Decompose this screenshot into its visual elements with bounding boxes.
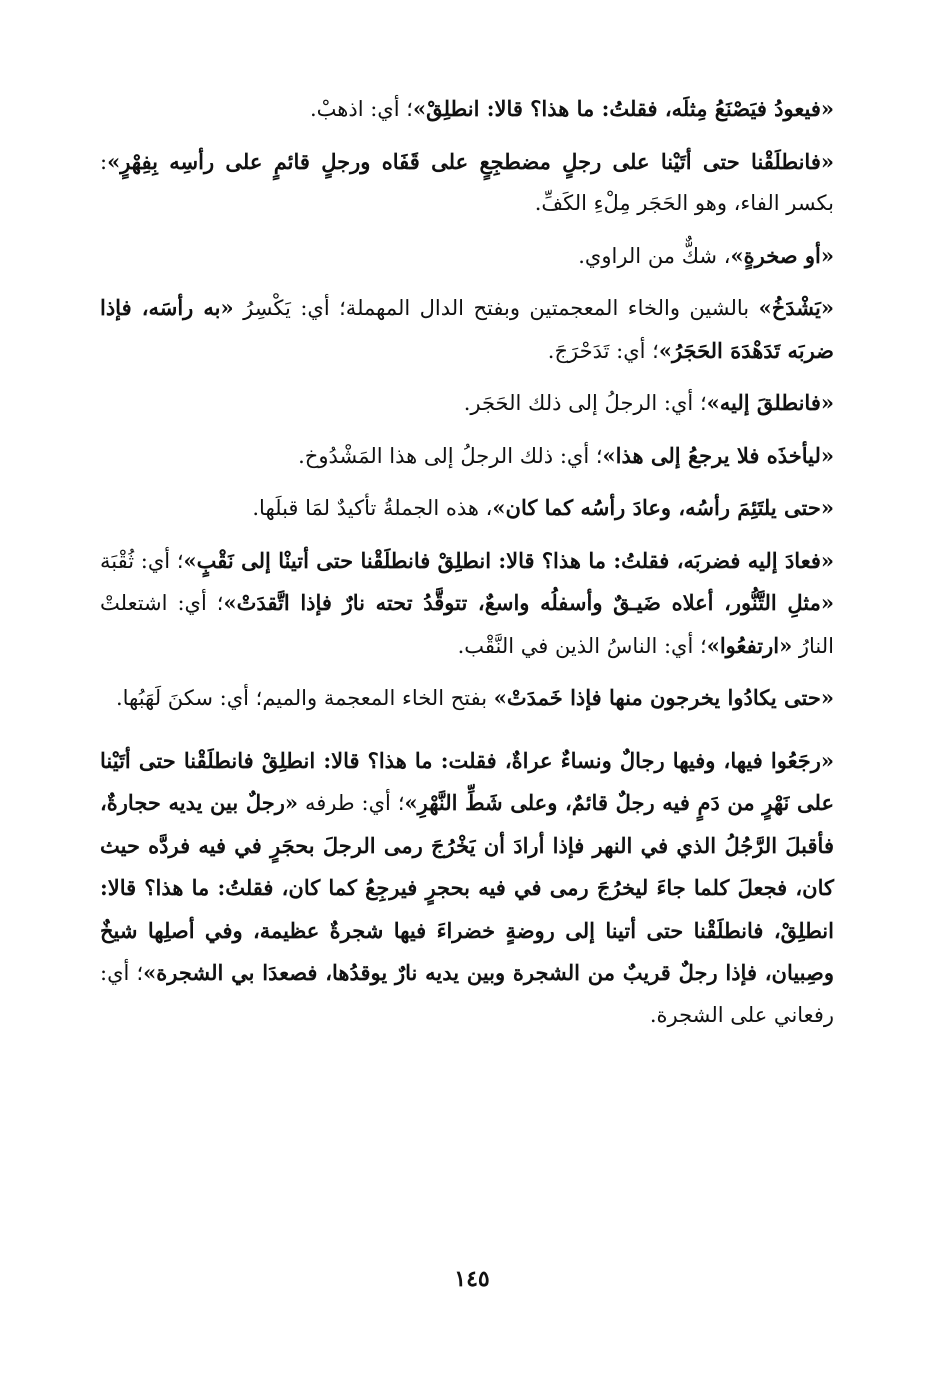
hadith-text: «فعادَ إليه فضربَه، فقلتُ: ما هذا؟ قالا: انطلِقْ فانطلَقْنا حتى أتينْا إلى نَقْبٍ» xyxy=(183,547,834,573)
commentary-text: ؛ أي: ذلك الرجلُ إلى هذا المَشْدُوخ. xyxy=(298,443,603,468)
hadith-text: «رجلٌ بين يديه حجارةٌ، فأقبلَ الرَّجُلُ الذي في النهر فإذا أرادَ أن يَخْرُجَ رمى الرجلَ بحجَرٍ في فيه فردَّه حيث كان، فجعلَ كلما جاءَ ليخرُجَ رمى في فيه بحجرٍ فيرجِعُ كما كان، فقلتُ: ما هذا؟ قالا: انطلِقْ، فانطلَقْنا حتى أتينا إلى روضةٍ خضراءَ فيها شجرةٌ عظيمة، وفي أصلِها شيخٌ وصِبيان، فإذا رجلٌ قريبٌ من الشجرة وبين يديه نارٌ يوقدُها، فصعدَا بي الشجرة» xyxy=(100,790,834,985)
paragraph-10 xyxy=(100,740,834,1037)
hadith-text: «حتى يلتَئِمَ رأسُه، وعادَ رأسُه كما كان» xyxy=(492,495,834,520)
commentary-text: ، هذه الجملةُ تأكيدٌ لمَا قبلَها. xyxy=(252,496,493,520)
paragraph-2 xyxy=(100,141,834,225)
commentary-text: ؛ أي: اذهبْ. xyxy=(310,97,413,121)
commentary-text: : بكسر الفاء، وهو الحَجَر مِلْءِ الكَفِّ. xyxy=(100,149,834,215)
commentary-text: ؛ أي: اشتعلتْ النارُ xyxy=(100,591,834,658)
page-body xyxy=(100,88,834,1050)
paragraph-4 xyxy=(100,287,834,372)
hadith-text: «ارتفعُوا» xyxy=(706,632,793,658)
commentary-text: ، شكٌّ من الراوي. xyxy=(578,243,731,268)
paragraph-9 xyxy=(100,677,834,720)
hadith-text: «به رأسَه، فإذا ضربَه تَدَهْدَهَ الحَجَرُ» xyxy=(100,295,834,363)
page-number: ١٤٥ xyxy=(454,1266,490,1292)
commentary-text: ؛ أي: الرجلُ إلى ذلك الحَجَر. xyxy=(463,391,707,415)
paragraph-1 xyxy=(100,88,834,131)
paragraph-3 xyxy=(100,235,834,278)
hadith-text: «ليأخذَه فلا يرجعُ إلى هذا» xyxy=(602,442,834,468)
commentary-text: ؛ أي: رفعاني على الشجرة. xyxy=(100,961,834,1027)
commentary-text: بفتح الخاء المعجمة والميم؛ أي: سكنَ لَهَبُها. xyxy=(115,686,494,710)
hadith-text: «فيعودُ فيَصْنَعُ مِثلَه، فقلتُ: ما هذا؟ قالا: انطلِقْ» xyxy=(412,96,834,121)
hadith-text: «فانطلقَ إليه» xyxy=(706,390,834,415)
commentary-text: ؛ أي: الناسُ الذين في النَّقْب. xyxy=(457,633,707,658)
commentary-text: بالشين والخاء المعجمتين وبفتح الدال المهملة؛ أي: يَكْسِرُ xyxy=(233,296,759,320)
commentary-text: ؛ أي: ثُقْبَة xyxy=(100,548,184,573)
hadith-text: «رجَعُوا فيها، وفيها رجالٌ ونساءٌ عراةٌ، فقلت: ما هذا؟ قالا: انطلِقْ فانطلَقْنا حتى أتَيْنا على نَهْرٍ من دَمٍ فيه رجلٌ قائمٌ، وعلى شَطِّ النَّهْرِ» xyxy=(100,747,834,815)
hadith-text: «مثلِ التَّنُّور، أعلاه ضَيـقٌ وأسفلُه واسعٌ، تتوقَّدُ تحته نارٌ فإذا اتَّقدَتْ» xyxy=(223,590,834,615)
hadith-text: «أو صخرةٍ» xyxy=(730,242,834,268)
commentary-text: ؛ أي: تَدَحْرَجَ. xyxy=(547,338,659,363)
hadith-text: «حتى يكادُوا يخرجون منها فإذا خَمدَتْ» xyxy=(493,685,834,710)
hadith-text: «فانطلَقْنا حتى أتَيْنا على رجلٍ مضطجِعٍ على قَفَاه ورجلٍ قائمٍ على رأسِه بِفِهْرٍ» xyxy=(107,148,834,174)
hadith-text: «يَشْدَخُ» xyxy=(758,295,834,320)
paragraph-5 xyxy=(100,382,834,425)
paragraph-8 xyxy=(100,540,834,668)
paragraph-7 xyxy=(100,487,834,530)
paragraph-6 xyxy=(100,435,834,478)
commentary-text: ؛ أي: طرفه xyxy=(297,791,405,815)
